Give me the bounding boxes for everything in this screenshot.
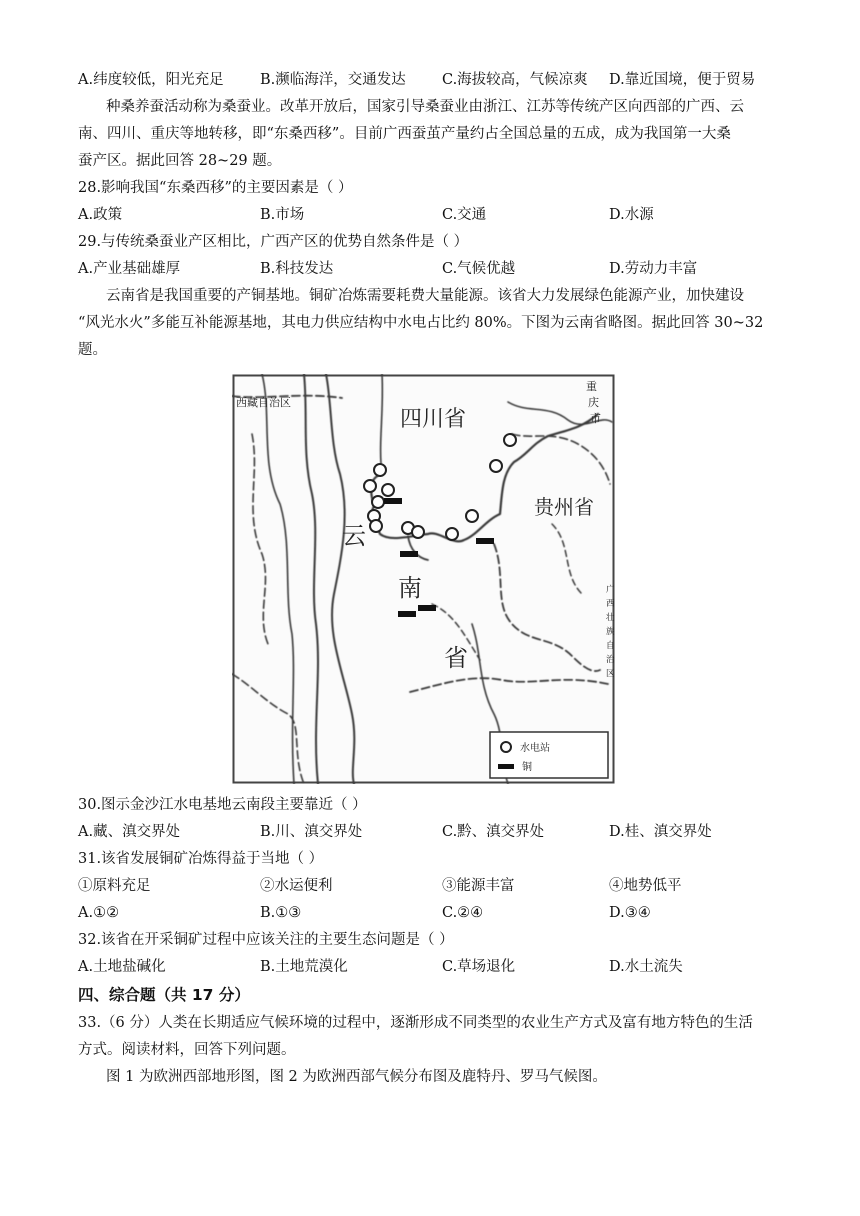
passage-1-line-1: 种桑养蚕活动称为桑蚕业。改革开放后，国家引导桑蚕业由浙江、江苏等传统产区向西部的广西、云 <box>106 99 744 115</box>
legend-hydro-symbol <box>501 742 511 752</box>
label-xizang: 西藏自治区 <box>236 396 291 409</box>
label-nan: 南 <box>398 574 422 602</box>
question-33-line-3: 图 1 为欧洲西部地形图，图 2 为欧洲西部气候分布图及鹿特丹、罗马气候图。 <box>106 1069 607 1085</box>
legend-copper-symbol <box>498 764 514 769</box>
label-chongqing-3: 市 <box>590 412 601 425</box>
option-c: C.黔、滇交界处 <box>442 824 545 840</box>
option-a: A.藏、滇交界处 <box>78 824 181 840</box>
option-d: D.靠近国境，便于贸易 <box>609 72 756 88</box>
hydro-station <box>374 464 386 476</box>
yunnan-map <box>232 374 615 784</box>
copper-mine <box>418 605 436 611</box>
section-4-heading: 四、综合题（共 17 分） <box>78 986 250 1004</box>
question-33-line-2: 方式。阅读材料，回答下列问题。 <box>78 1042 296 1058</box>
q30-options <box>78 822 798 842</box>
passage-1-line-3: 蚕产区。据此回答 28~29 题。 <box>78 153 282 169</box>
passage-1-line-2: 南、四川、重庆等地转移，即“东桑西移”。目前广西蚕茧产量约占全国总量的五成，成为我国第一大桑 <box>78 126 731 142</box>
option-b: B.土地荒漠化 <box>260 959 348 975</box>
option-a: A.①② <box>78 905 120 921</box>
hydro-station <box>490 460 502 472</box>
label-chongqing-2: 庆 <box>588 396 599 409</box>
option-c: C.气候优越 <box>442 261 516 277</box>
label-guangxi-6: 治 <box>606 655 615 665</box>
option-d: D.劳动力丰富 <box>609 261 698 277</box>
q31-options <box>78 903 798 923</box>
option-d: D.桂、滇交界处 <box>609 824 712 840</box>
passage-2-line-2: “风光水火”多能互补能源基地，其电力供应结构中水电占比约 80%。下图为云南省略图。据此回答 30~32 <box>78 315 764 331</box>
legend-box <box>490 732 608 778</box>
option-c: C.交通 <box>442 207 487 223</box>
option-b: B.濒临海洋，交通发达 <box>260 72 406 88</box>
label-guangxi-7: 区 <box>606 669 615 679</box>
q28-options <box>78 205 798 225</box>
q32-options <box>78 957 798 977</box>
hydro-station <box>382 484 394 496</box>
passage-2-line-1: 云南省是我国重要的产铜基地。铜矿冶炼需要耗费大量能源。该省大力发展绿色能源产业，加快建设 <box>106 288 744 304</box>
label-guizhou: 贵州省 <box>534 495 594 519</box>
passage-2-line-3: 题。 <box>78 342 107 358</box>
hydro-station <box>364 480 376 492</box>
question-30: 30.图示金沙江水电基地云南段主要靠近（ ） <box>78 797 367 813</box>
label-guangxi-1: 广 <box>606 585 615 595</box>
label-sheng: 省 <box>444 644 468 672</box>
option-c: C.海拔较高，气候凉爽 <box>442 72 588 88</box>
question-29: 29.与传统桑蚕业产区相比，广西产区的优势自然条件是（ ） <box>78 234 469 250</box>
option-d: D.水土流失 <box>609 959 683 975</box>
question-33-line-1: 33.（6 分）人类在长期适应气候环境的过程中，逐渐形成不同类型的农业生产方式及富有地方特色的生活 <box>78 1015 753 1031</box>
option-b: B.川、滇交界处 <box>260 824 363 840</box>
q31-items <box>78 876 798 896</box>
label-chongqing-1: 重 <box>586 380 597 393</box>
option-b: B.①③ <box>260 905 302 921</box>
hydro-station <box>504 434 516 446</box>
option-a: A.纬度较低，阳光充足 <box>78 72 224 88</box>
copper-mine <box>398 611 416 617</box>
map-background <box>232 374 615 784</box>
legend-hydro-label: 水电站 <box>520 743 550 754</box>
label-sichuan: 四川省 <box>400 407 467 432</box>
q27-options <box>78 70 798 90</box>
hydro-station <box>412 526 424 538</box>
copper-mine <box>476 538 494 544</box>
item-1: ①原料充足 <box>78 878 151 894</box>
question-31: 31.该省发展铜矿冶炼得益于当地（ ） <box>78 851 324 867</box>
option-c: C.草场退化 <box>442 959 516 975</box>
question-28: 28.影响我国“东桑西移”的主要因素是（ ） <box>78 180 353 196</box>
question-32: 32.该省在开采铜矿过程中应该关注的主要生态问题是（ ） <box>78 932 454 948</box>
label-guangxi-2: 西 <box>606 599 615 609</box>
hydro-station <box>372 496 384 508</box>
option-a: A.产业基础雄厚 <box>78 261 181 277</box>
label-guangxi-5: 自 <box>606 641 615 651</box>
item-2: ②水运便利 <box>260 878 333 894</box>
map-legend <box>490 732 608 778</box>
hydro-station <box>370 520 382 532</box>
item-4: ④地势低平 <box>609 878 682 894</box>
label-guangxi-3: 壮 <box>606 613 615 623</box>
option-c: C.②④ <box>442 905 484 921</box>
q29-options <box>78 259 798 279</box>
option-a: A.政策 <box>78 207 123 223</box>
copper-mine <box>400 551 418 557</box>
option-a: A.土地盐碱化 <box>78 959 166 975</box>
hydro-station <box>446 528 458 540</box>
copper-mine <box>384 498 402 504</box>
option-b: B.科技发达 <box>260 261 334 277</box>
legend-copper-label: 铜 <box>522 762 532 773</box>
option-b: B.市场 <box>260 207 305 223</box>
label-guangxi-4: 族 <box>606 627 615 637</box>
label-yun: 云 <box>342 522 366 550</box>
option-d: D.水源 <box>609 207 654 223</box>
hydro-station <box>466 510 478 522</box>
option-d: D.③④ <box>609 905 651 921</box>
item-3: ③能源丰富 <box>442 878 515 894</box>
